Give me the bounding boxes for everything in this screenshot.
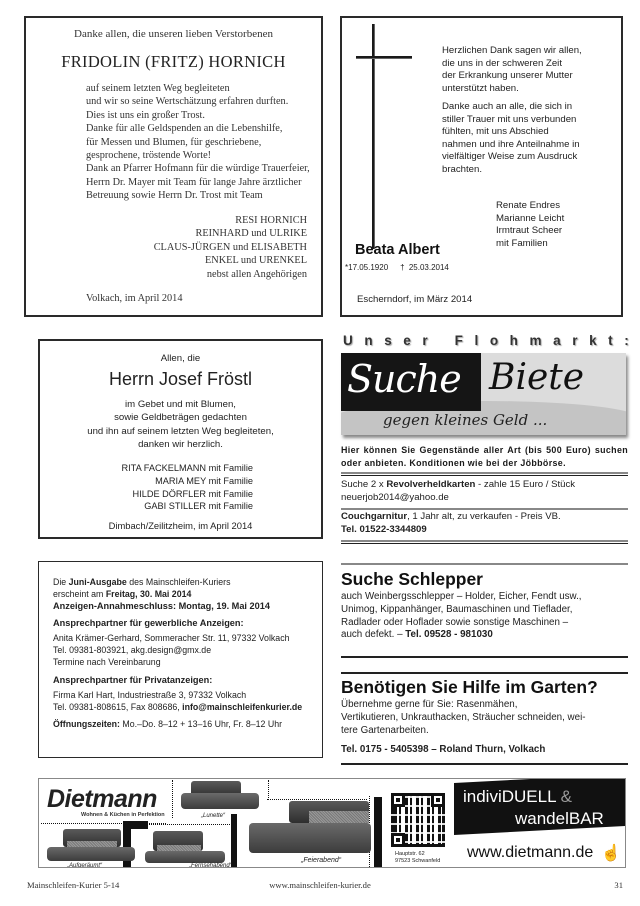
tagline: gegen kleines Geld ...: [383, 411, 548, 429]
text-line: Danke auch an alle, die sich in: [442, 101, 573, 112]
text-line: die uns in der schweren Zeit: [442, 57, 562, 69]
commercial-contact: Anita Krämer-Gerhard, Sommeracher Str. 11, 97332 Volkach Tel. 09381-803921, akg.design@gmx.de Termine nach Vereinbarung: [53, 633, 290, 667]
flohmarkt-banner: [341, 353, 626, 435]
divider: [341, 563, 628, 565]
froestl-place: Dimbach/Zeilitzheim, im April 2014: [108, 520, 253, 531]
albert-place: Escherndorf, im März 2014: [357, 294, 473, 305]
signer: RITA FACKELMANN mit Familie: [121, 463, 253, 473]
signer: HILDE DÖRFLER mit Familie: [132, 488, 253, 499]
text-line: unterstützt haben.: [442, 82, 519, 94]
commercial-contact-heading: Ansprechpartner für gewerbliche Anzeigen:: [53, 618, 244, 628]
slogan-line-2: wandelBAR: [515, 809, 604, 828]
schlepper-body: auch Weinbergsschlepper – Holder, Eicher, Fendt usw., Unimog, Kippanhänger, Baumaschinen und Tieflader, Radlader oder Hoflader sowie sonstige Maschinen – auch defekt. – Tel. 09528 - 981030: [341, 591, 582, 641]
death-date: † 25.03.2014: [400, 263, 449, 272]
text-line: im Gebet und mit Blumen,: [125, 399, 236, 410]
website-url[interactable]: www.mainschleifen-kurier.de: [269, 880, 371, 890]
divider: [341, 672, 628, 674]
signer: RESI HORNICH: [235, 215, 307, 226]
text-line: stiller Trauer mit uns verbunden: [442, 113, 577, 125]
body-line: für Messen und Blumen, für geschriebene,: [86, 136, 262, 148]
froestl-intro: Allen, die: [160, 353, 201, 364]
body-line: Dank an Pfarrer Hofmann für die würdige Trauerfeier,: [86, 163, 310, 175]
signer: MARIA MEY mit Familie: [155, 475, 253, 486]
classified-contact: neuerjob2014@yahoo.de: [341, 491, 449, 503]
dietmann-tagline: Wohnen & Küchen in Perfektion: [81, 812, 165, 818]
garten-contact: Tel. 0175 - 5405398 – Roland Thurn, Volkach: [341, 744, 546, 755]
froestl-signers: [121, 462, 253, 513]
slogan-line-1: indiviDUELL &: [463, 787, 572, 806]
classified-item: Suche 2 x Revolverheldkarten - zahle 15 Euro / Stück neuerjob2014@yahoo.de: [341, 479, 628, 505]
text-line: sowie Geldbeträgen gedachten: [114, 412, 247, 424]
hornich-body: [86, 82, 310, 203]
text-line: danken wir herzlich.: [138, 438, 223, 450]
opening-hours: Öffnungszeiten: Mo.–Do. 8–12 + 13–16 Uhr, Fr. 8–12 Uhr: [53, 719, 283, 729]
family-member: Renate Endres: [496, 200, 560, 211]
body-line: Betreuung sowie Herrn Dr. Trost mit Team: [86, 190, 263, 202]
publication-date: erscheint am Freitag, 30. Mai 2014: [53, 589, 192, 599]
froestl-body: [40, 398, 321, 451]
divider: [341, 508, 628, 510]
text-line: und ihn auf seinem letzten Weg begleiteten,: [87, 425, 274, 437]
body-line: auf seinem letzten Weg begleiteten: [86, 83, 230, 94]
albert-family: [496, 200, 564, 250]
family-member: Marianne Leicht: [496, 212, 565, 224]
hornich-place: Volkach, im April 2014: [86, 293, 183, 304]
dietmann-ad[interactable]: Dietmann Wohnen & Küchen in Perfektion „Lunette“ „Aufgeräumt“ „Fernsehabend“ „Feierabend“ Hauptstr. 62 97523 Schwanfeld indiviDUELL & wandelBAR www.dietmann.de ☝: [38, 778, 626, 868]
divider: [341, 543, 628, 544]
obituary-hornich: [24, 16, 323, 317]
publication-name: Mainschleifen-Kurier 5-14: [27, 880, 120, 890]
garten-body: Übernehme gerne für Sie: Rasenmähen, Vertikutieren, Unkrauthacken, Sträucher schneiden, wei- tere Gartenarbeiten.: [341, 699, 586, 736]
family-member: mit Familien: [496, 237, 548, 249]
pointing-hand-icon: ☝: [601, 845, 621, 862]
albert-paragraph-2: [442, 101, 580, 177]
flohmarkt-caption: Unser Flohmarkt:: [343, 333, 640, 348]
private-contact: Firma Karl Hart, Industriestraße 3, 97332 Volkach Tel. 09381-808615, Fax 808686, info@mainschleifenkurier.de: [53, 690, 303, 712]
body-line: Dies ist uns ein großer Trost.: [86, 109, 205, 121]
albert-dates: [345, 263, 461, 272]
divider: [341, 656, 628, 658]
hornich-name: FRIDOLIN (FRITZ) HORNICH: [61, 52, 286, 71]
classified-item: Couchgarnitur, 1 Jahr alt, zu verkaufen - Preis VB. Tel. 01522-3344809: [341, 511, 628, 537]
publication-info: [38, 561, 323, 758]
private-contact-heading: Ansprechpartner für Privatanzeigen:: [53, 675, 213, 685]
obituary-froestl: [38, 339, 323, 539]
text-line: der Erkrankung unserer Mutter: [442, 70, 573, 82]
flohmarkt-intro: Hier können Sie Gegenstände aller Art (bis 500 Euro) suchen oder anbieten. Konditionen wie bei der Jöbbörse.: [341, 445, 628, 468]
text-line: brachten.: [442, 163, 483, 175]
signer: ENKEL und URENKEL: [205, 255, 307, 267]
text-line: vielfältiger Weise zum Ausdruck: [442, 151, 578, 163]
suche-label: Suche: [347, 357, 461, 401]
body-line: Herrn Dr. Mayer mit Team für lange Jahre ärztlicher: [86, 176, 302, 188]
email-link[interactable]: info@mainschleifenkurier.de: [182, 701, 303, 712]
biete-label: Biete: [489, 357, 585, 398]
signer: CLAUS-JÜRGEN und ELISABETH: [153, 241, 307, 253]
albert-paragraph-1: [442, 45, 582, 95]
divider: [341, 472, 628, 474]
albert-name: Beata Albert: [355, 242, 440, 258]
publication-line: Die Juni-Ausgabe des Mainschleifen-Kuriers: [53, 577, 231, 587]
family-member: Irmtraut Scheer: [496, 225, 563, 237]
dietmann-url[interactable]: www.dietmann.de: [467, 844, 594, 861]
signer: nebst allen Angehörigen: [206, 268, 307, 280]
classified-contact: Tel. 01522-3344809: [341, 523, 427, 535]
divider: [341, 475, 628, 476]
flohmarkt-header: [341, 333, 640, 441]
text-line: fühlten, mit uns Abschied: [442, 126, 549, 138]
birth-date: *17.05.1920: [345, 263, 389, 272]
page-number: 31: [614, 880, 623, 890]
body-line: gesprochene, tröstende Worte!: [86, 150, 212, 162]
hornich-signers: [154, 214, 307, 281]
hornich-intro: Danke allen, die unseren lieben Verstorbenen: [74, 28, 273, 40]
text-line: Herzlichen Dank sagen wir allen,: [442, 45, 582, 56]
obituary-albert: [340, 16, 623, 317]
froestl-name: Herrn Josef Fröstl: [108, 369, 253, 389]
signer: REINHARD und ULRIKE: [195, 228, 307, 240]
dietmann-address: Hauptstr. 62 97523 Schwanfeld: [395, 851, 441, 864]
schlepper-title: Suche Schlepper: [341, 569, 483, 589]
signer: GABI STILLER mit Familie: [144, 501, 253, 512]
body-line: und wir so seine Wertschätzung erfahren durften.: [86, 96, 289, 108]
dietmann-logo: Dietmann: [47, 785, 157, 813]
divider: [341, 763, 628, 765]
body-line: Danke für alle Geldspenden an die Lebenshilfe,: [86, 123, 283, 135]
deadline: Anzeigen-Annahmeschluss: Montag, 19. Mai 2014: [53, 601, 270, 611]
text-line: nahmen und ihre Anteilnahme in: [442, 138, 580, 150]
garten-title: Benötigen Sie Hilfe im Garten?: [341, 677, 598, 697]
divider: [341, 540, 628, 542]
